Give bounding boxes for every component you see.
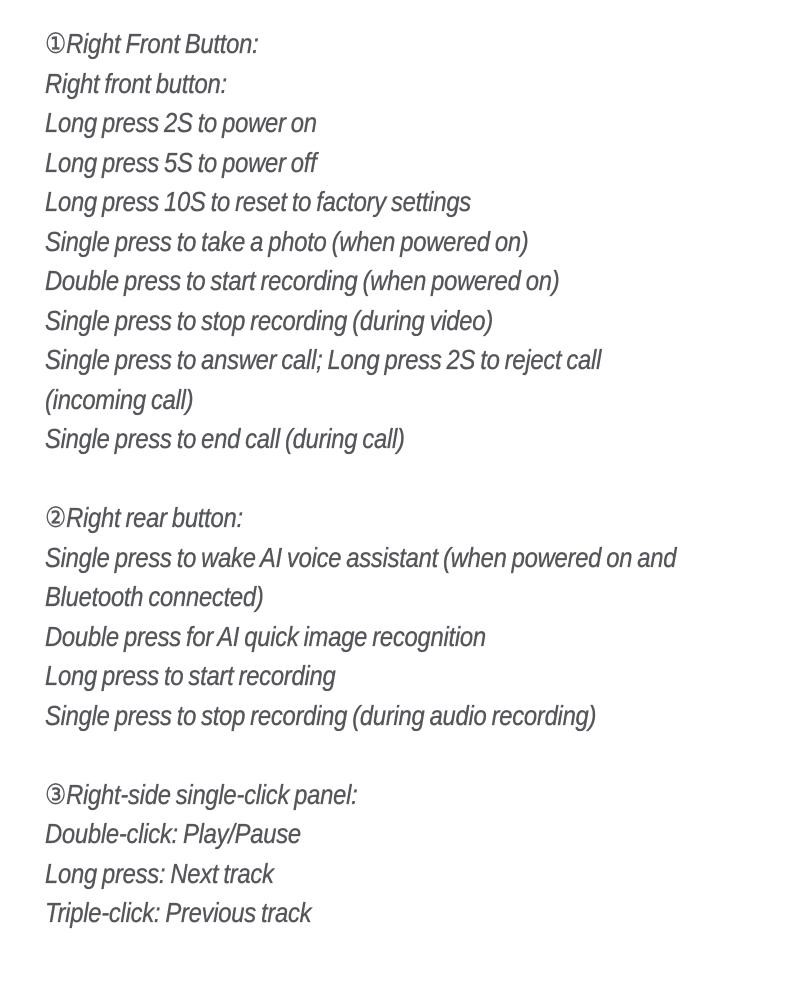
instruction-line: Single press to end call (during call) [45, 423, 405, 454]
instruction-line: Long press to start recording [45, 660, 336, 691]
instruction-line: Bluetooth connected) [45, 581, 264, 612]
instruction-line: Long press: Next track [45, 857, 274, 889]
section-right-front-button [45, 24, 687, 459]
instruction-line: Double-click: Play/Pause [45, 818, 301, 849]
instruction-line: Long press 2S to power on [45, 107, 317, 138]
instruction-line: Double press to start recording (when powered on) [45, 265, 560, 296]
instruction-line: Double press for AI quick image recognition [45, 620, 486, 652]
instruction-line: Single press to wake AI voice assistant (when powered on and [45, 541, 677, 573]
section-title: ③Right-side single-click panel: [45, 778, 358, 810]
text-block [45, 24, 687, 933]
instruction-line: Long press 10S to reset to factory settings [45, 186, 471, 217]
instruction-line: Single press to stop recording (during video) [45, 304, 493, 336]
section-title: ①Right Front Button: [45, 28, 259, 59]
instruction-line: Long press 5S to power off [45, 146, 317, 178]
section-right-side-panel [45, 775, 687, 933]
instruction-line: Single press to stop recording (during audio recording) [45, 699, 597, 731]
instruction-line: Single press to answer call; Long press 2S to reject call [45, 344, 602, 375]
section-title: ②Right rear button: [45, 502, 243, 533]
instruction-line: Right front button: [45, 67, 227, 99]
instruction-line: Triple-click: Previous track [45, 897, 312, 928]
instruction-line: Single press to take a photo (when powered on) [45, 225, 529, 257]
instruction-line: (incoming call) [45, 383, 194, 415]
section-right-rear-button [45, 498, 687, 735]
